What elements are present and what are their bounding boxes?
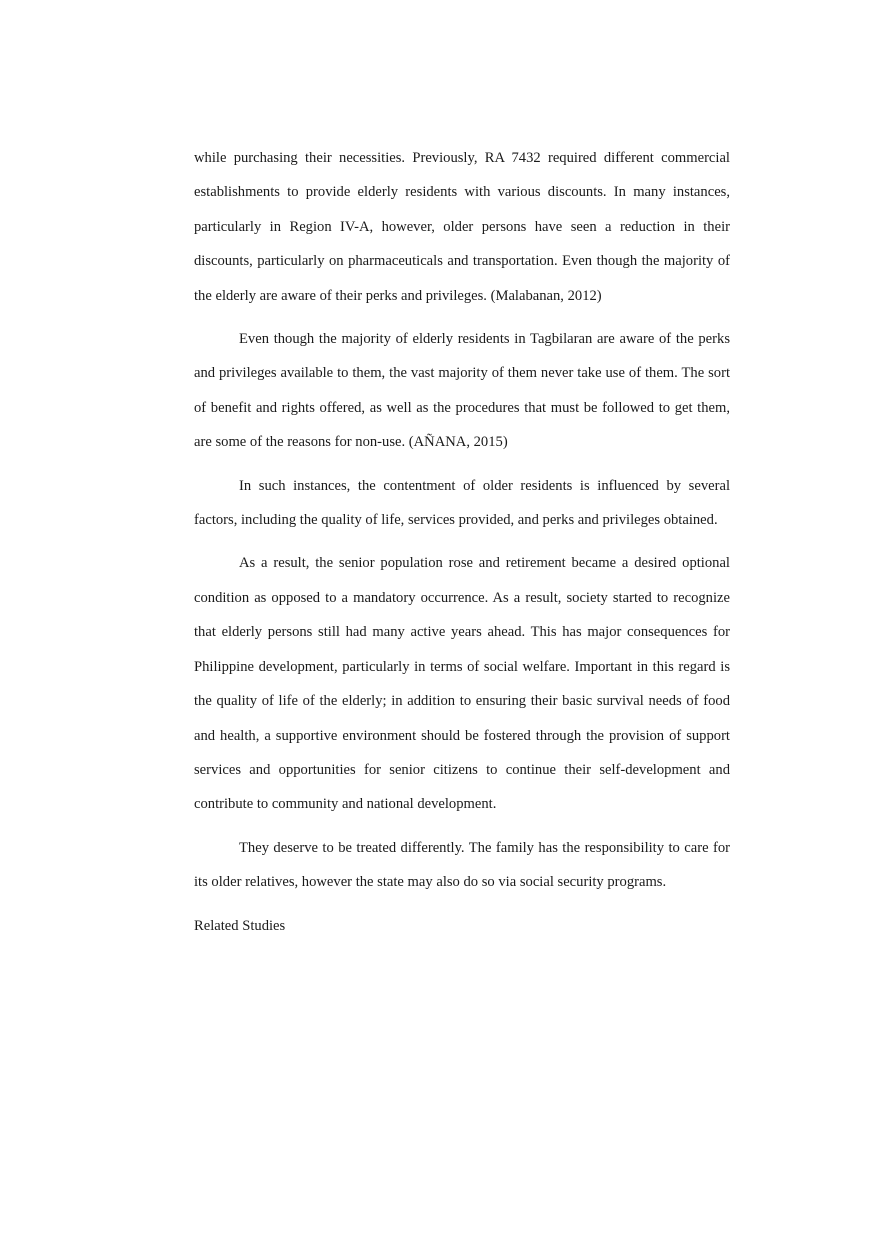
paragraph-continuation: while purchasing their necessities. Previously, RA 7432 required different commercial establishments to provide elderly residents with various discounts. In many instances, particularly in Region IV-A, however, older persons have seen a reduction in their discounts, particularly on pharmaceuticals and transportation. Even though the majority of the elderly are aware of their perks and privileges. (Malabanan, 2012) bbox=[194, 150, 730, 304]
paragraph-senior-population: As a result, the senior population rose and retirement became a desired optional condition as opposed to a mandatory occurrence. As a result, society started to recognize that elderly persons still had many active years ahead. This has major consequences for Philippine development, particularly in terms of social welfare. Important in this regard is the quality of life of the elderly; in addition to ensuring their basic survival needs of food and health, a supportive environment should be fostered through the provision of support services and opportunities for senior citizens to continue their self-development and contribute to community and national development. bbox=[194, 555, 730, 813]
paragraph-family-responsibility: They deserve to be treated differently. The family has the responsibility to care for its older relatives, however the state may also do so via social security programs. bbox=[194, 839, 730, 891]
paragraph-contentment: In such instances, the contentment of older residents is influenced by several factors, including the quality of life, services provided, and perks and privileges obtained. bbox=[194, 477, 730, 529]
section-heading: Related Studies bbox=[194, 917, 286, 934]
body-text bbox=[194, 141, 730, 943]
paragraph-tagbilaran: Even though the majority of elderly residents in Tagbilaran are aware of the perks and privileges available to them, the vast majority of them never take use of them. The sort of benefit and rights offered, as well as the procedures that must be followed to get them, are some of the reasons for non-use. (AÑANA, 2015) bbox=[194, 331, 730, 451]
